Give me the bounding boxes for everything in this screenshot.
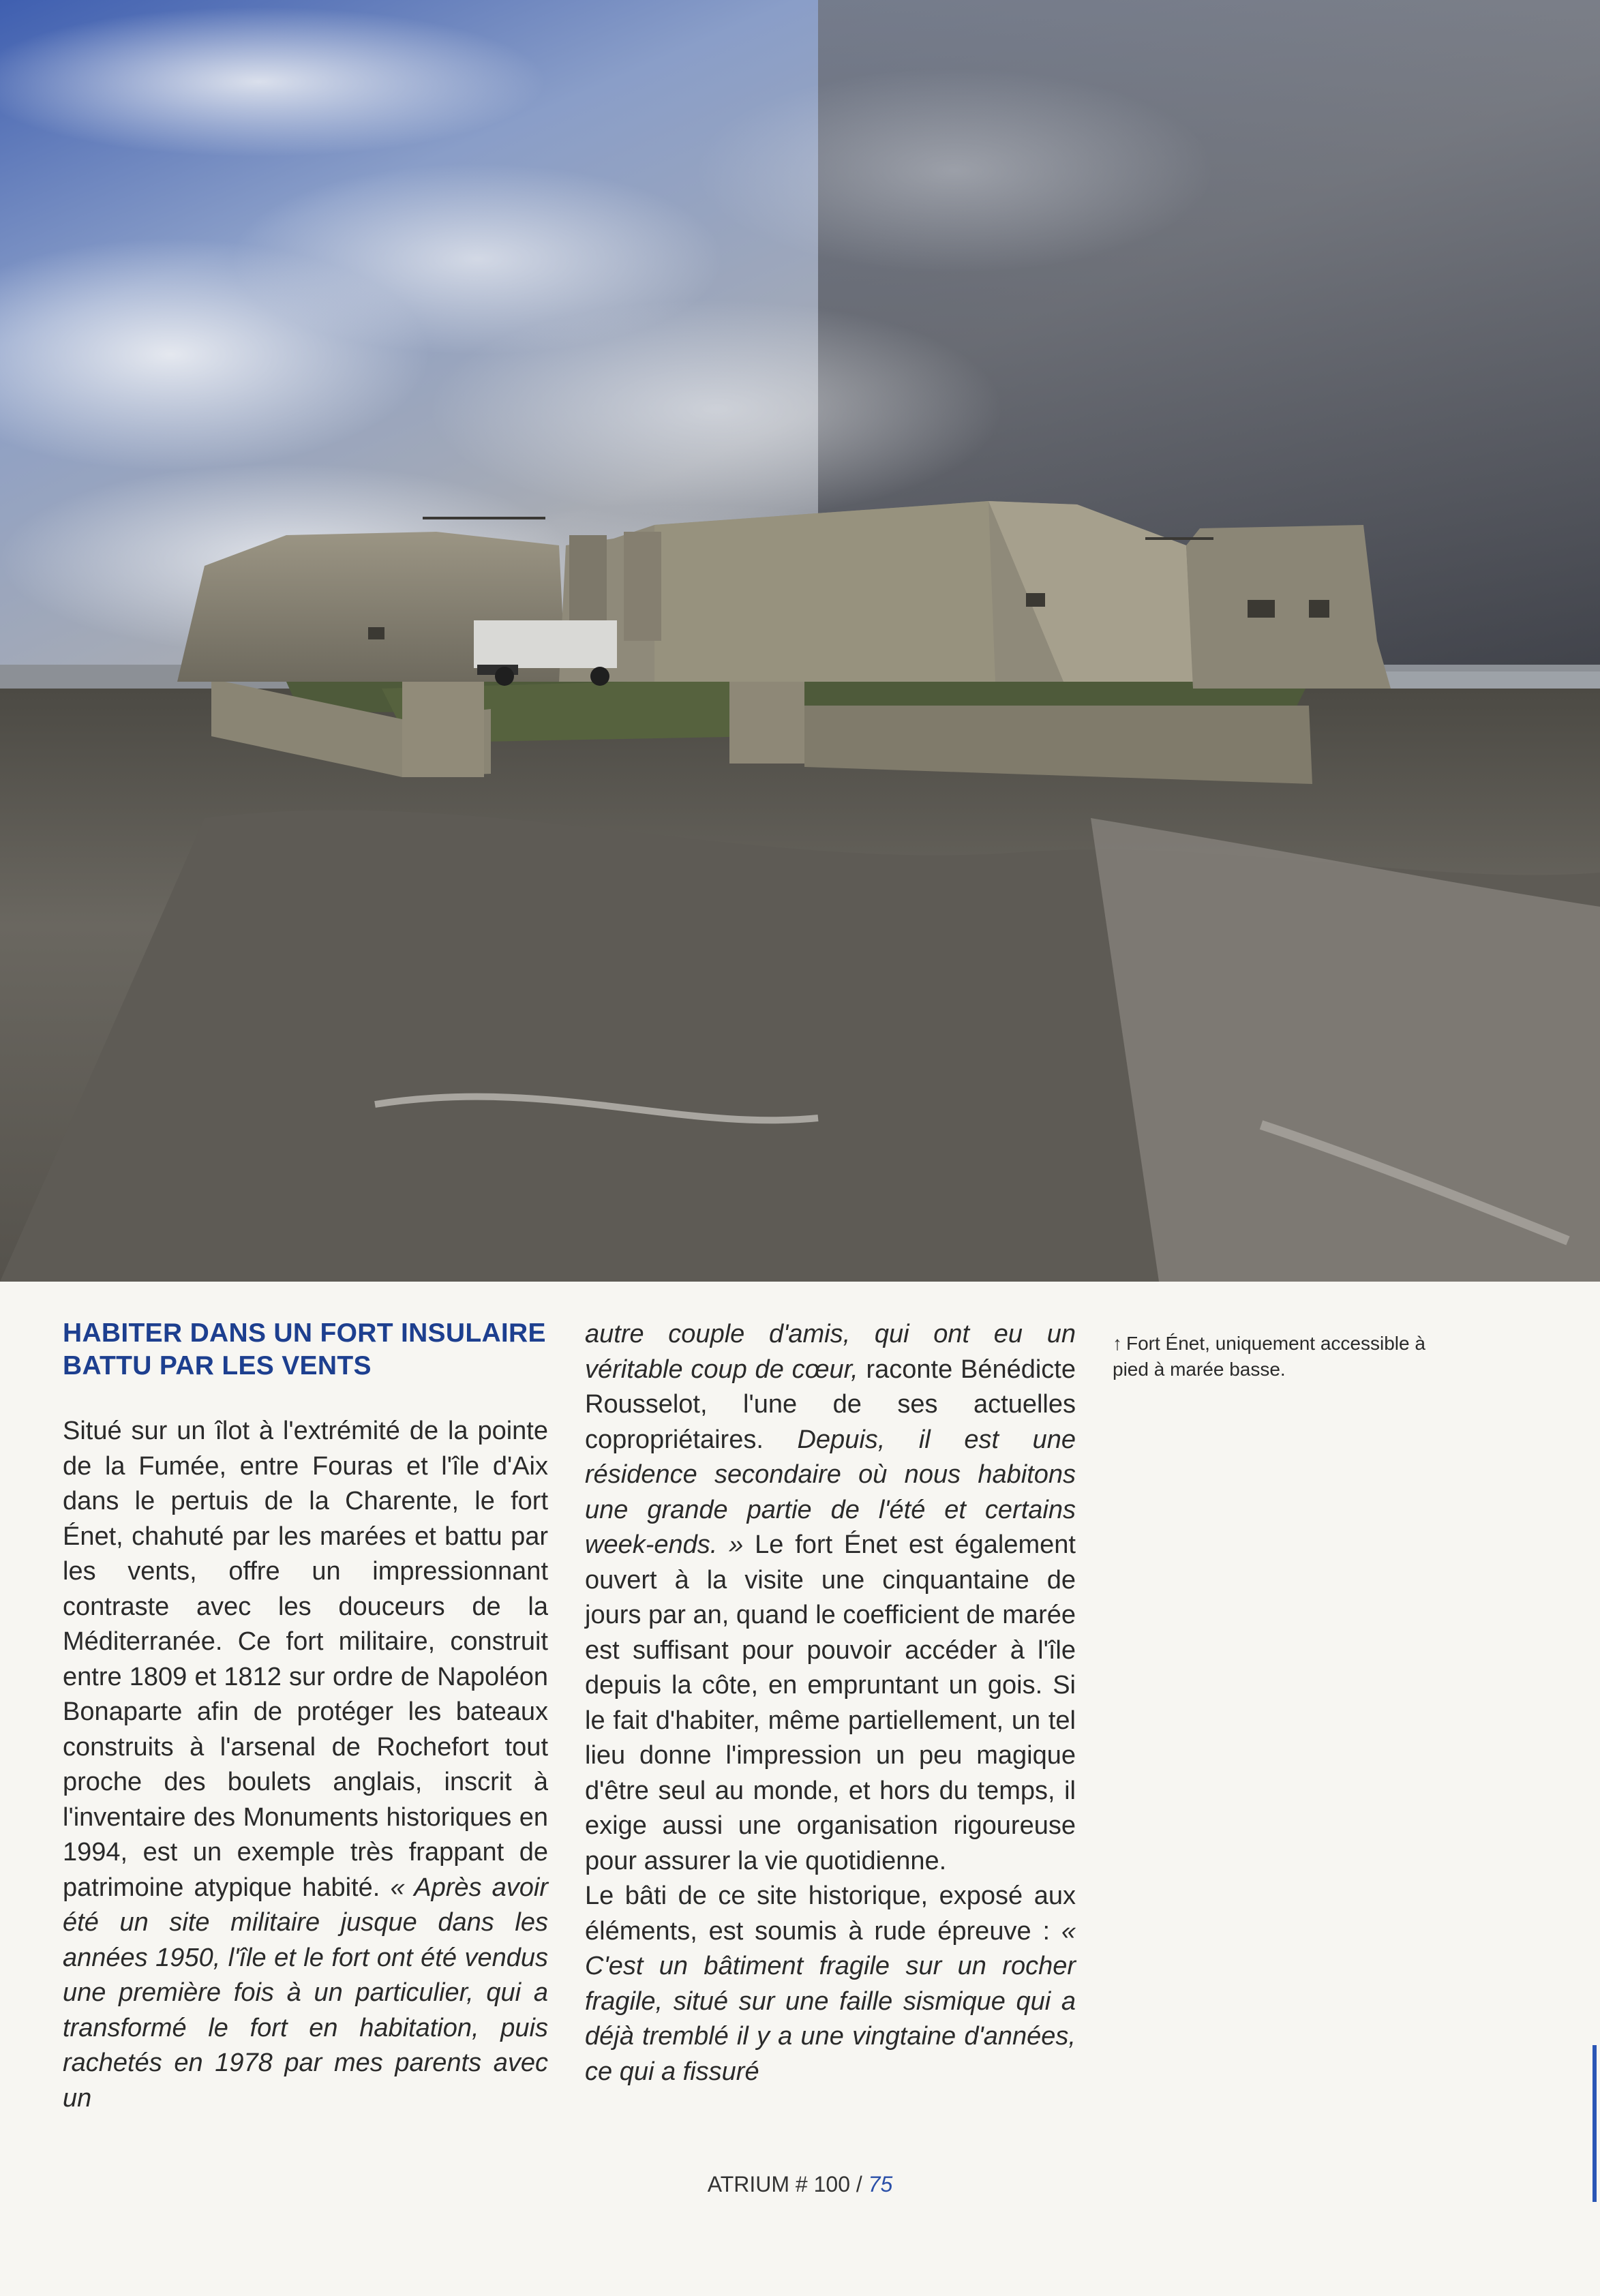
article-headline: HABITER DANS UN FORT INSULAIRE BATTU PAR LES VENTS <box>63 1318 546 1380</box>
article-intro-text: Situé sur un îlot à l'extrémité de la pointe de la Fumée, entre Fouras et l'île d'Aix dans le pertuis de la Charente, le fort Énet, chahuté par les marées et battu par les vents, offre un impressionnant contraste avec les douceurs de la Méditerranée. Ce fort militaire, construit entre 1809 et 1812 sur ordre de Napoléon Bonaparte afin de protéger les bateaux construits à l'arsenal de Rochefort tout proche des boulets anglais, inscrit à l'inventaire des Monuments historiques en 1994, est un exemple très frappant de patrimoine atypique habité. <box>63 1417 548 1902</box>
magazine-issue: ATRIUM # 100 / <box>707 2172 862 2196</box>
page-edge-bar <box>1593 2045 1597 2202</box>
page-number: 75 <box>868 2172 893 2196</box>
caption-text: Fort Énet, uniquement accessible à pied à marée basse. <box>1113 1333 1425 1380</box>
photo-caption <box>1113 1331 1426 1383</box>
article-quote: autre couple d'amis, qui ont eu un véritable coup de cœur, <box>585 1320 1076 1384</box>
article-column-1 <box>63 1317 548 2116</box>
article-quote: « Après avoir été un site militaire jusque dans les années 1950, l'île et le fort ont été vendus une première fois à un particulier, qui a transformé le fort en habitation, puis rachetés en 1978 par mes parents avec un <box>63 1873 548 2113</box>
article-paragraph <box>585 1317 1076 1879</box>
article-column-2 <box>585 1317 1076 2089</box>
article-text: raconte Bénédicte Rousselot, l'une de ses actuelles copropriétaires. <box>585 1355 1076 1454</box>
article-text: Le fort Énet est également ouvert à la visite une cinquantaine de jours par an, quand le coefficient de marée est suffisant pour pouvoir accéder à l'île depuis la côte, en empruntant un gois. Si le fait d'habiter, même partiellement, un tel lieu donne l'impression un peu magique d'être seul au monde, et hors du temps, il exige aussi une organisation rigoureuse pour assurer la vie quotidienne. <box>585 1530 1076 1875</box>
article-quote: Depuis, il est une résidence secondaire où nous habitons une grande partie de l'été et certains week-ends. » <box>585 1425 1076 1559</box>
article-quote: « C'est un bâtiment fragile sur un rocher fragile, situé sur une faille sismique qui a déjà tremblé il y a une vingtaine d'années, ce qui a fissuré <box>585 1916 1076 2086</box>
arrow-up-icon: ↑ <box>1113 1333 1122 1354</box>
article-text: Le bâti de ce site historique, exposé aux éléments, est soumis à rude épreuve : <box>585 1882 1076 1946</box>
page-footer <box>0 2172 1600 2197</box>
article-paragraph <box>585 1879 1076 2089</box>
article-paragraph <box>63 1414 548 2116</box>
